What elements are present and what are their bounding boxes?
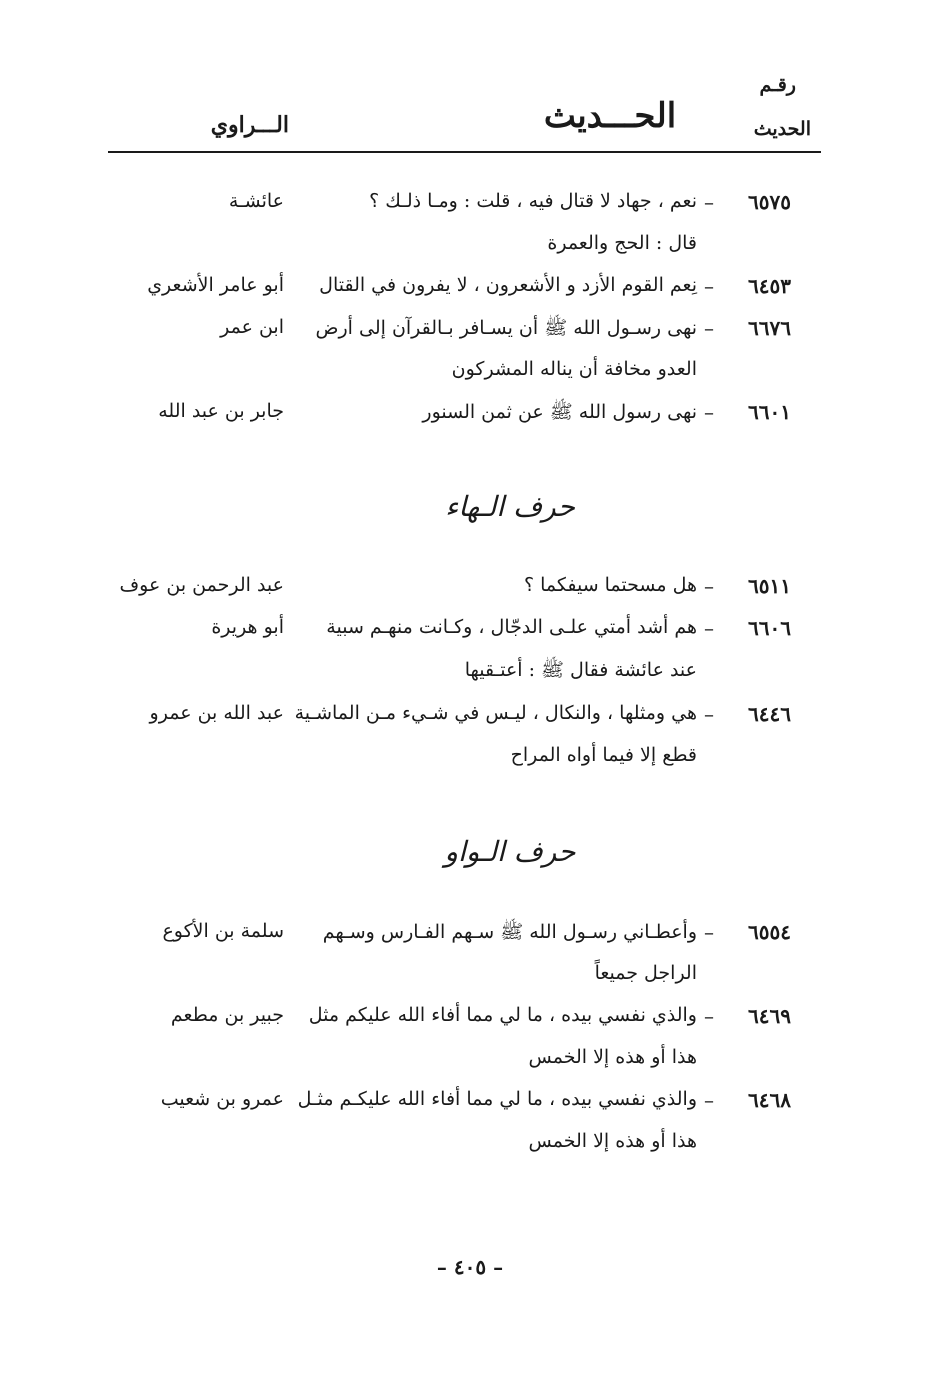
hadith-number: ٦٦٠١ xyxy=(748,400,791,424)
header-rule xyxy=(108,151,821,153)
hadith-entry xyxy=(0,1004,941,1044)
narrator: عائشـة xyxy=(228,190,284,212)
hadith-entry-continuation xyxy=(0,744,941,784)
hadith-number: ٦٤٥٣ xyxy=(748,274,791,298)
hadith-text-line-2: هذا أو هذه إلا الخمس xyxy=(528,1046,697,1068)
hadith-entry-continuation xyxy=(0,962,941,1002)
narrator: سلمة بن الأكوع xyxy=(162,920,284,942)
hadith-text-line-1: وأعطـاني رسـول الله ﷺ سـهم الفـارس وسـهم xyxy=(322,921,697,943)
dash: – xyxy=(704,574,714,598)
section-heading-haa: حرف الـهاء xyxy=(445,490,575,523)
dash: – xyxy=(704,190,714,214)
hadith-number: ٦٦٧٦ xyxy=(748,316,791,340)
hadith-entry-continuation xyxy=(0,1130,941,1170)
hadith-entry-continuation xyxy=(0,358,941,398)
hadith-text-line-1: نهى رسول الله ﷺ عن ثمن السنور xyxy=(422,401,697,423)
narrator: أبو عامر الأشعري xyxy=(147,274,284,296)
hadith-entry-continuation xyxy=(0,658,941,698)
hadith-entry xyxy=(0,274,941,314)
hadith-text-line-1: هم أشد أمتي علـى الدجّال ، وكـانت منهـم سبية xyxy=(326,616,697,638)
dash: – xyxy=(704,1004,714,1028)
hadith-number: ٦٥١١ xyxy=(748,574,791,598)
page-number: – ٤٠٥ – xyxy=(436,1255,504,1279)
hadith-entry xyxy=(0,920,941,960)
hadith-text-line-1: نهى رسـول الله ﷺ أن يسـافر بـالقرآن إلى أرض xyxy=(315,317,697,339)
column-header-hadith: الحـــديث xyxy=(543,96,677,136)
hadith-number: ٦٤٤٦ xyxy=(748,702,791,726)
dash: – xyxy=(704,400,714,424)
hadith-entry xyxy=(0,616,941,656)
hadith-number: ٦٤٦٩ xyxy=(748,1004,791,1028)
hadith-text-line-2: عند عائشة فقال ﷺ : أعتـقيها xyxy=(464,659,697,681)
hadith-text-line-1: والذي نفسي بيده ، ما لي مما أفاء الله عليكـم مثـل xyxy=(297,1088,697,1110)
hadith-number: ٦٥٥٤ xyxy=(748,920,791,944)
hadith-text-line-2: الراجل جميعاً xyxy=(594,962,697,984)
hadith-entry xyxy=(0,400,941,440)
hadith-text-line-1: نِعم القوم الأزد و الأشعرون ، لا يفرون في القتال xyxy=(319,274,697,296)
column-header-narrator: الـــراوي xyxy=(210,112,289,138)
narrator: ابن عمر xyxy=(220,316,284,338)
hadith-entry xyxy=(0,190,941,230)
hadith-entry xyxy=(0,1088,941,1128)
hadith-entry xyxy=(0,316,941,356)
dash: – xyxy=(704,702,714,726)
narrator: عمرو بن شعيب xyxy=(160,1088,284,1110)
dash: – xyxy=(704,920,714,944)
hadith-text-line-1: نعم ، جهاد لا قتال فيه ، قلت : ومـا ذلـك ؟ xyxy=(369,190,697,212)
hadith-entry xyxy=(0,574,941,614)
hadith-text-line-2: قال : الحج والعمرة xyxy=(547,232,697,254)
hadith-text-line-2: العدو مخافة أن يناله المشركون xyxy=(451,358,697,380)
column-header-number-top: رقـم xyxy=(759,74,796,96)
hadith-entry-continuation xyxy=(0,232,941,272)
hadith-text-line-1: هي ومثلها ، والنكال ، ليـس في شـيء مـن الماشـية xyxy=(294,702,697,724)
section-heading-waw: حرف الـواو xyxy=(444,835,576,868)
narrator: أبو هريرة xyxy=(211,616,284,638)
narrator: جبير بن مطعم xyxy=(170,1004,284,1026)
column-header-number-bottom: الحديث xyxy=(753,118,811,140)
narrator: عبد الرحمن بن عوف xyxy=(119,574,284,596)
narrator: جابر بن عبد الله xyxy=(158,400,284,422)
hadith-text-line-1: والذي نفسي بيده ، ما لي مما أفاء الله عليكم مثل xyxy=(308,1004,697,1026)
hadith-text-line-2: قطع إلا فيما أواه المراح xyxy=(510,744,697,766)
hadith-text-line-2: هذا أو هذه إلا الخمس xyxy=(528,1130,697,1152)
hadith-text-line-1: هل مسحتما سيفكما ؟ xyxy=(523,574,697,596)
narrator: عبد الله بن عمرو xyxy=(149,702,284,724)
hadith-number: ٦٦٠٦ xyxy=(748,616,791,640)
dash: – xyxy=(704,316,714,340)
hadith-number: ٦٥٧٥ xyxy=(748,190,791,214)
hadith-entry-continuation xyxy=(0,1046,941,1086)
dash: – xyxy=(704,1088,714,1112)
dash: – xyxy=(704,274,714,298)
hadith-number: ٦٤٦٨ xyxy=(748,1088,791,1112)
dash: – xyxy=(704,616,714,640)
hadith-entry xyxy=(0,702,941,742)
